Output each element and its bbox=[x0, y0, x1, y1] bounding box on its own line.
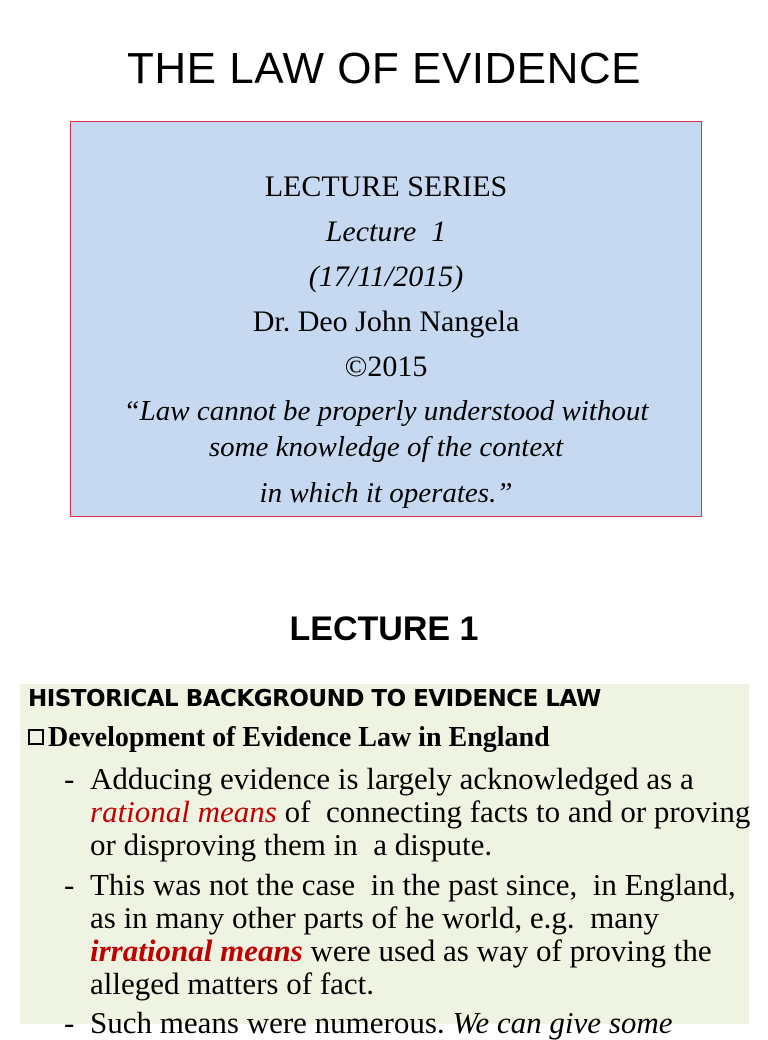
list-item bbox=[64, 761, 759, 862]
lecture-author: Dr. Deo John Nangela bbox=[252, 305, 520, 338]
bullet-text-part: Adducing evidence is largely acknowledged as a bbox=[90, 761, 702, 796]
highlighted-phrase: irrational means bbox=[90, 933, 303, 968]
lecture-number: Lecture 1 bbox=[325, 215, 447, 248]
bullet-text-part: This was not the case in the past since, in England, as in many other parts of he world, e.g. many bbox=[90, 867, 744, 935]
section-heading: HISTORICAL BACKGROUND TO EVIDENCE LAW bbox=[28, 686, 601, 712]
dash-bullet: - bbox=[64, 761, 75, 796]
lecture-info-box bbox=[70, 121, 702, 517]
quote-line-3: in which it operates.” bbox=[259, 477, 513, 509]
bullet-text-part: were used as way of proving the alleged matters of fact. bbox=[90, 933, 720, 1001]
copyright-notice: ©2015 bbox=[344, 350, 428, 383]
bullet-text-part: Such means were numerous. bbox=[90, 1005, 453, 1040]
list-item bbox=[64, 1006, 754, 1039]
dash-bullet: - bbox=[64, 1005, 75, 1040]
bullet-text bbox=[90, 1006, 754, 1039]
list-item bbox=[64, 868, 754, 1000]
bullet-text-part: of connecting facts to and or proving or disproving them in a dispute. bbox=[90, 794, 759, 862]
dash-bullet: - bbox=[64, 867, 75, 902]
italic-phrase: We can give some bbox=[452, 1005, 673, 1040]
quote-line-1: “Law cannot be properly understood without bbox=[123, 395, 649, 427]
highlighted-phrase: rational means bbox=[90, 794, 277, 829]
bullet-text bbox=[90, 761, 759, 862]
bullet-text bbox=[90, 868, 754, 1000]
quote-line-2: some knowledge of the context bbox=[208, 431, 564, 463]
lecture-series-label: LECTURE SERIES bbox=[264, 170, 508, 203]
checkbox-bullet-icon bbox=[28, 729, 44, 745]
lecture-date: (17/11/2015) bbox=[308, 260, 464, 293]
subheading bbox=[28, 722, 550, 754]
lecture-content-box bbox=[20, 684, 759, 1040]
slide-title: THE LAW OF EVIDENCE bbox=[127, 44, 641, 93]
lecture-heading: LECTURE 1 bbox=[289, 610, 479, 648]
subheading-text: Development of Evidence Law in England bbox=[48, 722, 550, 753]
